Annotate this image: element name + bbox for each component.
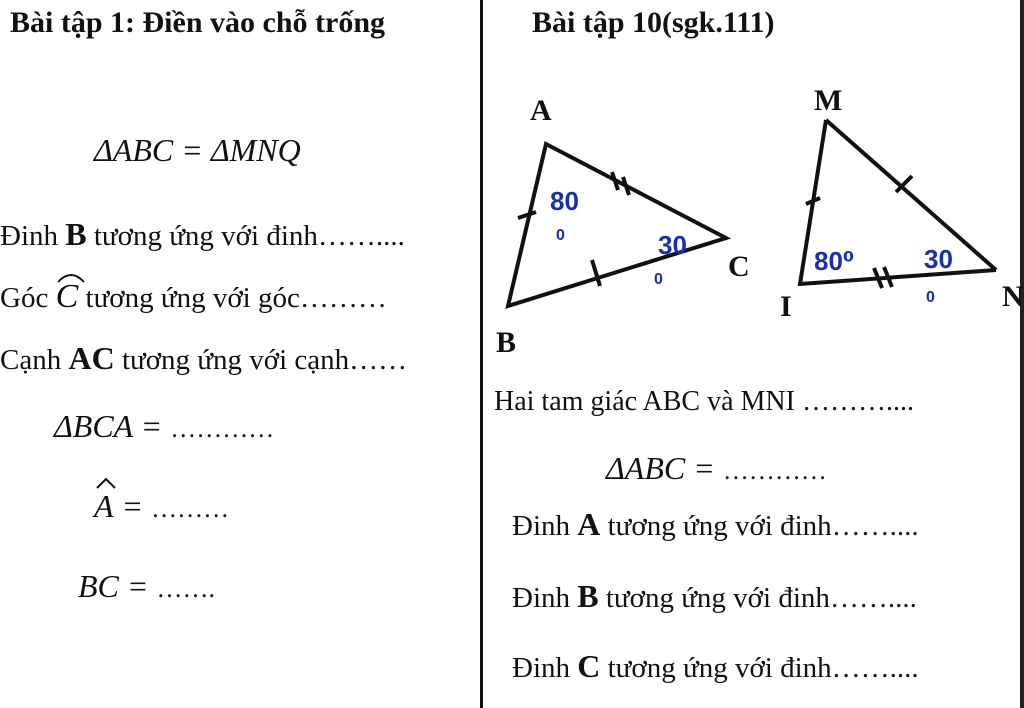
tick-mi: [806, 198, 820, 204]
blank-vertex-c: Đinh C tương ứng với đinh……....: [512, 648, 919, 684]
tick-bc: [592, 260, 600, 286]
blank-side-ac: Cạnh AC tương ứng với cạnh……: [0, 340, 408, 376]
vertex-m-label: M: [814, 84, 843, 117]
exercise-1-title: Bài tập 1: Điền vào chỗ trống: [10, 6, 385, 39]
eq-angle-a: A = ………: [94, 488, 229, 525]
tick-ac-1: [612, 172, 618, 190]
angle-n-value: 30: [924, 244, 953, 274]
blank-angle-c: Góc C tương ứng với góc………: [0, 278, 387, 316]
vertex-n-label: N: [1002, 280, 1024, 313]
angle-n-degree: 0: [926, 289, 935, 306]
question-congruent: Hai tam giác ABC và MNI ………....: [494, 386, 914, 417]
angle-c-degree: 0: [654, 271, 663, 288]
blank-vertex-b: Đinh B tương ứng với đinh……....: [0, 216, 405, 252]
eq-bca: ΔBCA = …………: [54, 408, 275, 444]
angle-c-value: 30: [658, 230, 687, 260]
blank-vertex-a: Đinh A tương ứng với đinh……....: [512, 506, 919, 542]
triangle-abc-figure: [490, 80, 760, 370]
eq-abc: ΔABC = …………: [606, 450, 827, 486]
vertex-a-label: A: [530, 94, 552, 127]
vertex-b-label: B: [496, 326, 517, 359]
blank-vertex-b-right: Đinh B tương ứng với đinh……....: [512, 578, 917, 614]
angle-hat-icon: [56, 270, 86, 284]
exercise-10-title: Bài tập 10(sgk.111): [532, 6, 775, 39]
angle-a-degree: 0: [556, 227, 565, 244]
exercise-1-panel: [0, 0, 482, 708]
vertex-i-label: I: [780, 290, 792, 323]
triangle-abc: [508, 144, 726, 306]
congruence-statement: ΔABC = ΔMNQ: [94, 132, 301, 168]
tick-ac-2: [623, 177, 629, 195]
vertex-c-label: C: [728, 250, 750, 283]
angle-c-letter: C: [55, 278, 79, 315]
angle-a-value: 80: [550, 186, 579, 216]
angle-i-value: 80⁰: [814, 246, 855, 276]
eq-bc: BC = …….: [78, 568, 215, 604]
angle-hat-icon: [94, 476, 118, 490]
triangle-min-figure: [770, 80, 1024, 340]
tick-ab: [518, 212, 536, 218]
